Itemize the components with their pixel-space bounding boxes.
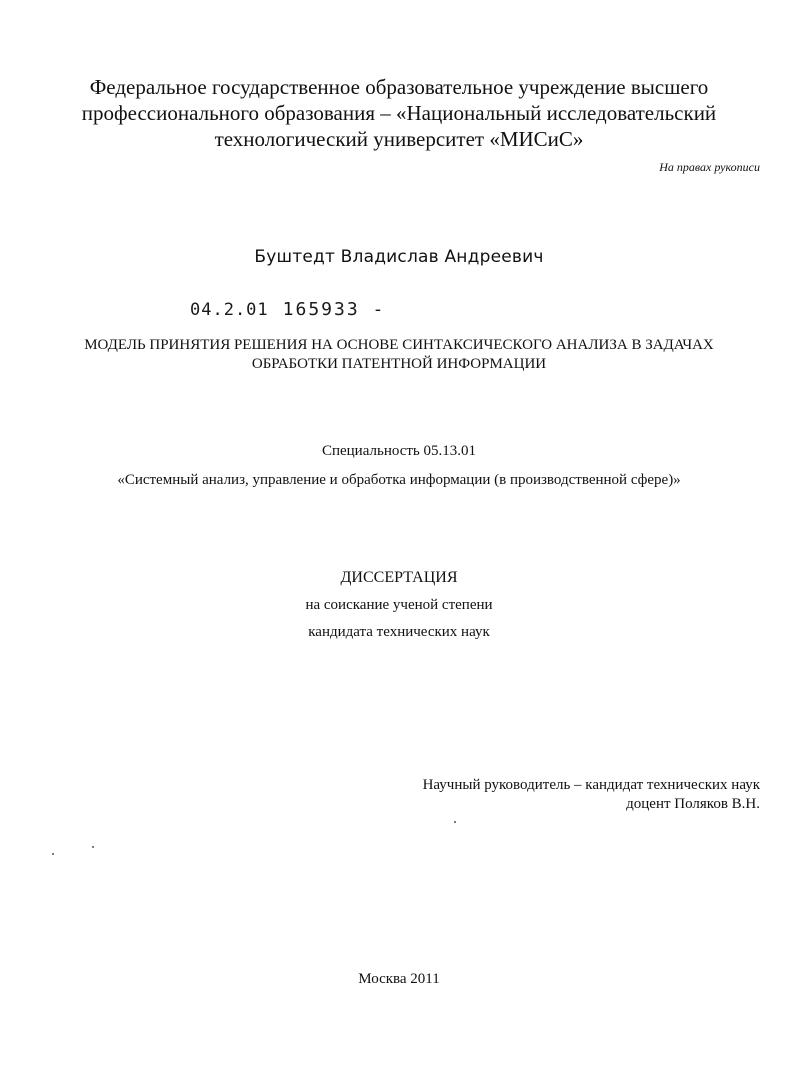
city-year: Москва 2011 [358,971,440,987]
institution-line-1: Федеральное государственное образовательное учреждение высшего [89,75,709,99]
degree-purpose: на соискание ученой степени [305,597,493,613]
stamp-date: 04.2.01 [190,300,269,320]
institution-line-3: технологический университет «МИСиС» [214,127,584,151]
title-line-2: ОБРАБОТКИ ПАТЕНТНОЙ ИНФОРМАЦИИ [251,356,547,372]
stamp-number: 165933 [282,299,360,320]
specialty-code: Специальность 05.13.01 [321,443,477,459]
supervisor-line-1: Научный руководитель – кандидат технических наук [422,777,760,793]
rights-note: На правах рукописи [659,160,760,174]
specialty-name: «Системный анализ, управление и обработка информации (в производственной сфере)» [117,472,681,488]
scan-speck [454,821,456,823]
supervisor-line-2: доцент Поляков В.Н. [626,796,760,812]
degree-name: кандидата технических наук [308,624,490,640]
registration-stamp [190,299,385,320]
institution-name [0,74,798,152]
supervisor-block [423,776,760,814]
institution-line-2: профессионального образования – «Национальный исследовательский [81,101,717,125]
stamp-dash: - [359,299,386,320]
dissertation-type: ДИССЕРТАЦИЯ [340,569,458,586]
scan-speck [52,853,54,855]
scan-speck [92,846,94,848]
dissertation-title [0,336,798,374]
title-line-1: МОДЕЛЬ ПРИНЯТИЯ РЕШЕНИЯ НА ОСНОВЕ СИНТАКСИЧЕСКОГО АНАЛИЗА В ЗАДАЧАХ [84,337,714,353]
author-name: Буштедт Владислав Андреевич [254,247,544,267]
